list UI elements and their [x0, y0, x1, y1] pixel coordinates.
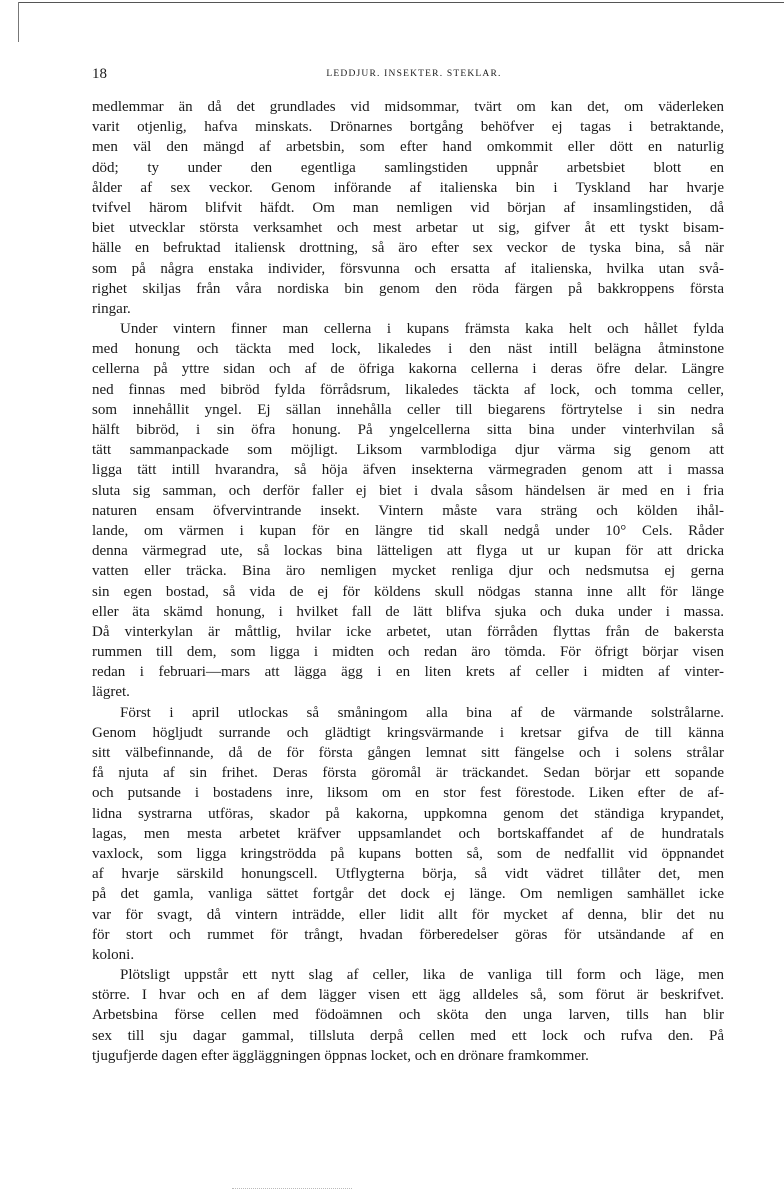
text-line: denna värmegrad ute, så lockas bina lätteligen att flyga ut ur kupan för att dricka: [92, 543, 724, 560]
text-line: tvifvel härom blifvit häfdt. Om man nemligen vid början af insamlingstiden, då: [92, 199, 724, 216]
text-line: lidna systrarna utföras, skador på kakorna, uppkomna genom det ständiga krypandet,: [92, 805, 724, 822]
text-line: och putsande i bostadens inre, liksom om en stor fest förestode. Liken efter de af-: [92, 785, 724, 802]
text-line: som på några enstaka individer, försvunna och ersatta af italienska, hvilka utan svå-: [92, 260, 724, 277]
text-line: ligga tätt intill hvarandra, så höja äfven insekterna värmegraden genom att i massa: [92, 462, 724, 479]
bottom-edge-mark: [232, 1188, 352, 1189]
text-line: vatten eller träcka. Bina äro nemligen mycket renliga djur och nedsmutsa ej gerna: [92, 563, 724, 580]
text-line: ringar.: [92, 300, 131, 317]
text-line: Då vinterkylan är måttlig, hvilar icke arbetet, utan förråden flyttas från de bakersta: [92, 623, 724, 640]
body-text: [92, 97, 724, 1066]
text-line: hälft bibröd, i sin öfra honung. På yngelcellerna sitta bina under vinterhvilan så: [92, 422, 724, 438]
text-line: men väl den mängd af arbetsbin, som efter hand omkommit eller dött en naturlig: [92, 139, 724, 156]
text-line: af hvarje särskild honungscell. Utflygterna börja, så vidt vädret tillåter det, men: [92, 866, 724, 883]
text-line: Först i april utlockas så småningom alla bina af de värmande solstrålarne.: [120, 704, 724, 721]
text-line: koloni.: [92, 946, 135, 963]
text-line: död; ty under den egentliga samlingstiden uppnår arbetsbiet blott en: [92, 159, 724, 176]
text-line: för stort och rummet för trångt, hvadan förberedelser göras för utsändande af en: [92, 926, 724, 943]
text-line: med honung och täckta med lock, likaledes i den näst intill belägna åtminstone: [92, 341, 724, 358]
paragraph: [92, 319, 724, 703]
running-head: LEDDJUR. INSEKTER. STEKLAR.: [326, 69, 502, 79]
text-line: ned finnas med bibröd fylda förrådsrum, likaledes täckta af lock, och tomma celler,: [92, 381, 724, 398]
paragraph: [92, 703, 724, 965]
text-line: varit otjenlig, hafva minskats. Drönarnes bortgång behöfver ej tagas i betraktande,: [92, 119, 724, 136]
text-line: få njuta af sin frihet. Deras första göromål är träckandet. Sedan börjar ett sopande: [92, 765, 724, 782]
text-line: cellerna på yttre sidan och af de öfriga kakorna cellerna i deras öfre delar. Längre: [92, 361, 724, 378]
text-line: större. I hvar och en af dem lägger visen ett ägg alldeles så, som förut är beskrifvet.: [92, 987, 724, 1004]
text-line: lägret.: [92, 684, 130, 701]
text-line: redan i februari—mars att lägga ägg i en liten krets af celler i midten af vinter-: [92, 664, 724, 681]
text-line: Genom högljudt surrande och glädtigt kringsvärmande i kretsar gifva de till känna: [92, 724, 724, 741]
text-line: var för svagt, då vintern inträdde, eller lidit allt för mycket af denna, blir det nu: [92, 906, 724, 923]
text-line: righet skiljas från våra nordiska bin genom den röda färgen på bakkroppens första: [92, 280, 724, 297]
top-edge-rule: [18, 2, 784, 3]
text-line: Plötsligt uppstår ett nytt slag af celler, lika de vanliga till form och läge, men: [120, 967, 724, 984]
text-line: sitt välbefinnande, då de för första gången lemnat sitt fängelse och i solens strålar: [92, 745, 724, 761]
paragraph: [92, 97, 724, 319]
page-number: 18: [92, 66, 107, 82]
text-line: tjugufjerde dagen efter äggläggningen öppnas locket, och en drönare framkommer.: [92, 1047, 589, 1064]
text-line: Arbetsbina förse cellen med födoämnen och sköta den unga larven, tills han blir: [92, 1007, 724, 1024]
text-line: rummen till dem, som ligga i midten och redan äro tömda. För öfrigt börjar visen: [92, 644, 724, 661]
text-line: lagas, men mesta arbetet kräfver uppsamlandet och bortskaffandet af de hundratals: [92, 825, 724, 842]
text-line: som innehållit yngel. Ej sällan innehålla celler till biegarens förtrytelse i sin nedra: [92, 401, 724, 418]
text-line: vaxlock, som ligga kringströdda på kupans botten så, som de nedfallit vid öppnandet: [92, 845, 724, 862]
text-line: biet utvecklar största verksamhet och mest arbetar ut sig, gifver åt ett tyskt bisam-: [92, 220, 724, 237]
text-line: eller äta skämd honung, i hvilket fall de lätt blifva sjuka och duka under i massa.: [92, 603, 724, 620]
text-line: sex till sju dagar gammal, tillsluta derpå cellen med ett lock och rufva den. På: [92, 1027, 724, 1044]
text-line: tätt sammanpackade som möjligt. Liksom varmblodiga djur värma sig genom att: [92, 442, 724, 459]
text-line: naturen ensam öfvervintrande insekt. Vintern måste vara sträng och kölden ihål-: [92, 502, 724, 519]
text-line: sluta sig samman, och derför faller ej biet i dvala såsom händelsen är med en i fria: [92, 482, 724, 499]
page-header: [92, 66, 724, 86]
text-line: sin egen bostad, så vida de ej för köldens skull nödgas stanna inne allt för länge: [92, 583, 724, 600]
text-line: ålder af sex veckor. Genom införande af italienska bin i Tyskland har hvarje: [92, 179, 724, 196]
text-line: Under vintern finner man cellerna i kupans främsta kaka helt och hållet fylda: [120, 321, 724, 338]
left-edge-rule: [18, 2, 19, 42]
text-line: lande, om värmen i kupan för en längre tid skall nedgå under 10° Cels. Råder: [92, 522, 724, 539]
text-line: hälle en befruktad italiensk drottning, så äro efter sex veckor de tyska bina, så när: [92, 240, 724, 257]
text-line: medlemmar än då det grundlades vid midsommar, tvärt om kan det, om väderleken: [92, 99, 724, 115]
text-line: på det gamla, vanliga sättet fortgår det dock ej länge. Om nemligen samhället icke: [92, 886, 724, 903]
paragraph: [92, 965, 724, 1066]
